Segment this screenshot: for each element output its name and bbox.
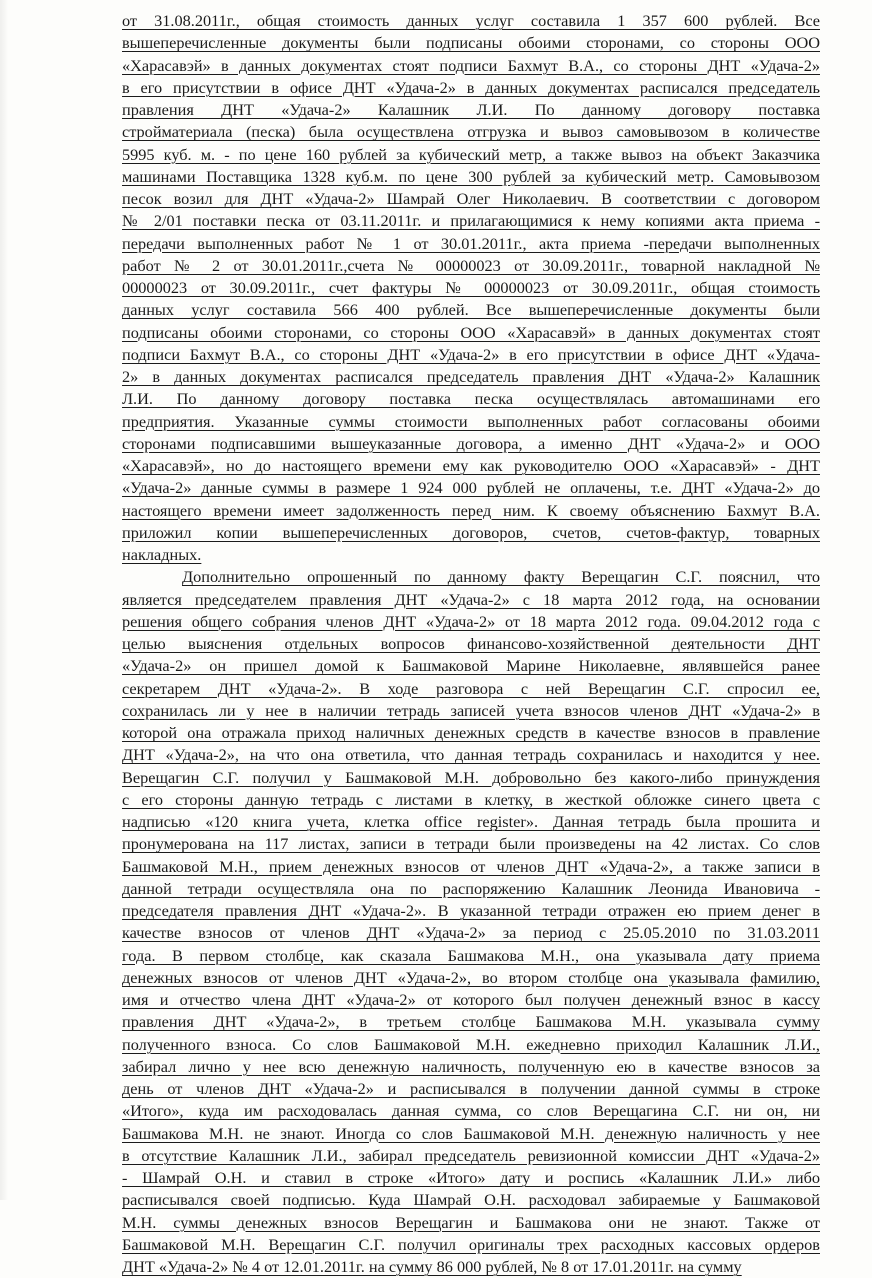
document-line: от 31.08.2011г., общая стоимость данных услуг составила 1 357 600 рублей. Все	[122, 11, 820, 30]
document-line: в его присутствии в офисе ДНТ «Удача-2» в данных документах расписался председатель	[122, 77, 820, 97]
document-line: Дополнительно опрошенный по данному факту Верещагин С.Г. пояснил, что	[182, 567, 820, 587]
document-line: правления ДНТ «Удача-2» Калашник Л.И. По данному договору поставка	[122, 100, 820, 119]
document-line: работ № 2 от 30.01.2011г.,счета № 00000023 от 30.09.2011г., товарной накладной №	[122, 255, 820, 275]
document-line: ДНТ «Удача-2», на что она ответила, что данная тетрадь сохранилась и находится у нее.	[122, 745, 820, 765]
document-line: сторонами подписавшими вышеуказанные договора, а именно ДНТ «Удача-2» и ООО	[122, 433, 820, 453]
document-line: полученного взноса. Со слов Башмаковой М.Н. ежедневно приходил Калашник Л.И.,	[122, 1034, 820, 1054]
document-line: предприятия. Указанные суммы стоимости выполненных работ согласованы обоими	[122, 411, 820, 431]
document-line: передачи выполненных работ № 1 от 30.01.2011г., акта приема -передачи выполненных	[122, 233, 820, 253]
document-line: № 2/01 поставки песка от 03.11.2011г. и прилагающимися к нему копиями акта приема -	[122, 211, 820, 231]
document-line: накладных.	[122, 545, 202, 564]
document-line: качестве взносов от членов ДНТ «Удача-2» за период с 25.05.2010 по 31.03.2011	[122, 923, 820, 943]
document-line: «Харасавэй», но до настоящего времени ему как руководителю ООО «Харасавэй» - ДНТ	[122, 456, 820, 475]
document-line: с его стороны данную тетрадь с листами в клетку, в жесткой обложке синего цвета с	[122, 789, 820, 809]
document-line: правления ДНТ «Удача-2», в третьем столбце Башмакова М.Н. указывала сумму	[122, 1012, 820, 1032]
document-line: решения общего собрания членов ДНТ «Удача-2» от 18 марта 2012 года. 09.04.2012 года с	[122, 611, 820, 631]
document-line: года. В первом столбце, как сказала Башмакова М.Н., она указывала дату приема	[122, 945, 820, 965]
document-line: 00000023 от 30.09.2011г., счет фактуры № 00000023 от 30.09.2011г., общая стоимость	[122, 278, 820, 297]
document-line: «Итого», куда им расходовалась данная сумма, со слов Верещагина С.Г. ни он, ни	[122, 1101, 820, 1121]
document-line: сохранилась ли у нее в наличии тетрадь записей учета взносов членов ДНТ «Удача-2» в	[122, 700, 820, 720]
document-line: Башмаковой М.Н. Верещагин С.Г. получил оригиналы трех расходных кассовых ордеров	[122, 1234, 820, 1254]
document-line: стройматериала (песка) была осуществлена отгрузка и вывоз самовывозом в количестве	[122, 122, 820, 142]
document-line: пронумерована на 117 листах, записи в тетради были произведены на 42 листах. Со слов	[122, 834, 820, 854]
document-line: день от членов ДНТ «Удача-2» и расписывался в получении данной суммы в строке	[122, 1079, 820, 1098]
document-line: - Шамрай О.Н. и ставил в строке «Итого» дату и роспись «Калашник Л.И.» либо	[122, 1168, 820, 1187]
document-line: настоящего времени имеет задолженность перед ним. К своему объяснению Бахмут В.А.	[122, 500, 820, 520]
document-line: машинами Поставщика 1328 куб.м. по цене 300 рублей за кубический метр. Самовывозом	[122, 166, 820, 186]
document-line: секретарем ДНТ «Удача-2». В ходе разговора с ней Верещагин С.Г. спросил ее,	[122, 678, 820, 698]
document-line: 5995 куб. м. - по цене 160 рублей за кубический метр, а также вывоз на объект Заказчика	[122, 144, 820, 164]
document-line: Башмакова М.Н. не знают. Иногда со слов Башмаковой М.Н. денежную наличность у нее	[122, 1123, 820, 1143]
document-line: 2» в данных документах расписался председатель правления ДНТ «Удача-2» Калашник	[122, 367, 820, 386]
document-line: надписью «120 книга учета, клетка office register». Данная тетрадь была прошита и	[122, 812, 820, 831]
document-line: председателя правления ДНТ «Удача-2». В указанной тетради отражен ею прием денег в	[122, 901, 820, 920]
document-line: данных услуг составила 566 400 рублей. Все вышеперечисленные документы были	[122, 300, 820, 320]
document-line: расписывался своей подписью. Куда Шамрай О.Н. расходовал забираемые у Башмаковой	[122, 1190, 820, 1210]
document-line: которой она отражала приход наличных денежных средств в качестве взносов в правление	[122, 723, 820, 742]
document-line: вышеперечисленные документы были подписаны обоими сторонами, со стороны ООО	[122, 33, 820, 53]
document-line: Л.И. По данному договору поставка песка осуществлялась автомашинами его	[122, 389, 820, 409]
document-line: подписаны обоими сторонами, со стороны ООО «Харасавэй» в данных документах стоят	[122, 322, 820, 342]
document-line: М.Н. суммы денежных взносов Верещагин и Башмакова они не знают. Также от	[122, 1212, 820, 1232]
document-line: «Удача-2» данные суммы в размере 1 924 000 рублей не оплачены, т.е. ДНТ «Удача-2» до	[122, 478, 820, 498]
document-line: целью выяснения отдельных вопросов финансово-хозяйственной деятельности ДНТ	[122, 634, 820, 653]
document-line: является председателем правления ДНТ «Удача-2» с 18 марта 2012 года, на основании	[122, 589, 820, 609]
document-line: Башмаковой М.Н., прием денежных взносов от членов ДНТ «Удача-2», а также записи в	[122, 856, 820, 876]
document-line: «Харасавэй» в данных документах стоят подписи Бахмут В.А., со стороны ДНТ «Удача-2»	[122, 55, 820, 75]
document-line: денежных взносов от членов ДНТ «Удача-2», во втором столбце она указывала фамилию,	[122, 967, 820, 987]
document-line: данной тетради осуществляла она по распоряжению Калашник Леонида Ивановича -	[122, 878, 820, 898]
document-line: ДНТ «Удача-2» № 4 от 12.01.2011г. на сумму 86 000 рублей, № 8 от 17.01.2011г. на сумму	[122, 1257, 742, 1276]
document-line: приложил копии вышеперечисленных договоров, счетов, счетов-фактур, товарных	[122, 522, 820, 542]
document-line: «Удача-2» он пришел домой к Башмаковой Марине Николаевне, являвшейся ранее	[122, 656, 820, 676]
scan-edge-shadow	[0, 0, 8, 1200]
document-line: песок возил для ДНТ «Удача-2» Шамрай Олег Николаевич. В соответствии с договором	[122, 189, 820, 208]
document-line: Верещагин С.Г. получил у Башмаковой М.Н. добровольно без какого-либо принуждения	[122, 767, 820, 787]
document-line: подписи Бахмут В.А., со стороны ДНТ «Удача-2» в его присутствии в офисе ДНТ «Удача-	[122, 344, 820, 364]
document-body	[122, 10, 820, 1278]
document-line: имя и отчество члена ДНТ «Удача-2» от которого был получен денежный взнос в кассу	[122, 990, 820, 1009]
document-line: забирал лично у нее всю денежную наличность, полученную ею в качестве взносов за	[122, 1056, 820, 1076]
document-line: в отсутствие Калашник Л.И., забирал председатель ревизионной комиссии ДНТ «Удача-2»	[122, 1145, 820, 1165]
